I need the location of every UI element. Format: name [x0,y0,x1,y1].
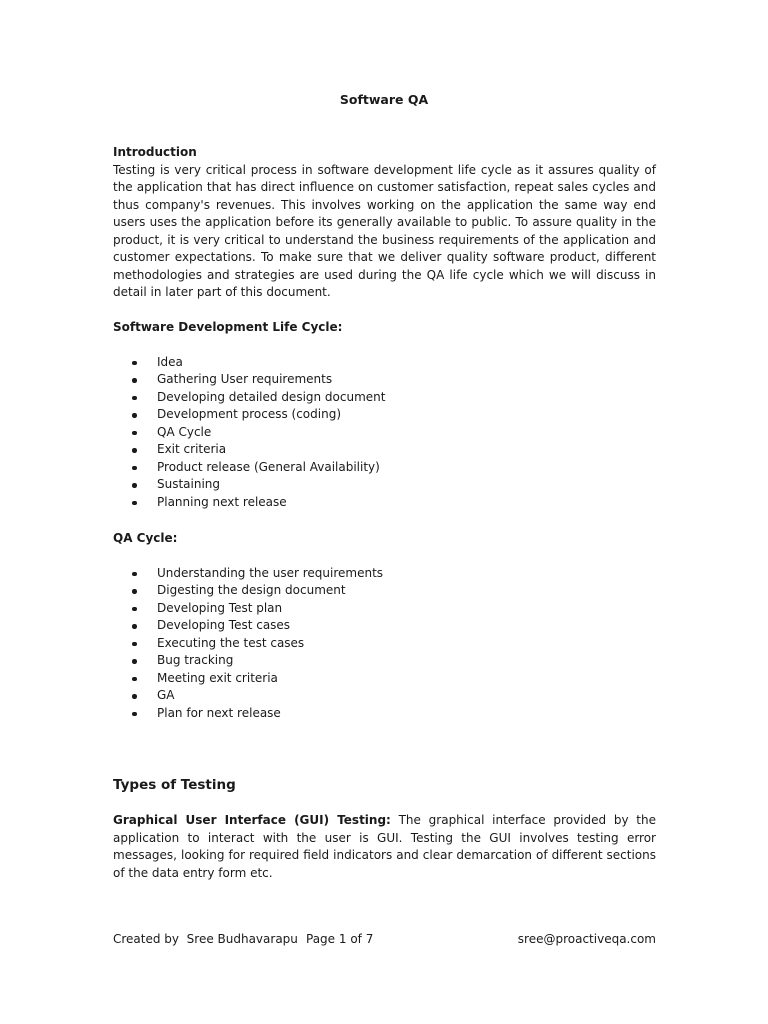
bullet-icon [132,642,137,647]
bullet-icon [132,466,137,471]
list-item: QA Cycle [113,424,656,442]
list-item: Meeting exit criteria [113,670,656,688]
list-item: Exit criteria [113,441,656,459]
qa-cycle-list [113,565,656,723]
bullet-icon [132,607,137,612]
list-item: Plan for next release [113,705,656,723]
document-title: Software QA [339,92,429,107]
sdlc-heading: Software Development Life Cycle: [113,320,343,334]
list-item: Product release (General Availability) [113,459,656,477]
gui-testing-paragraph [113,812,656,882]
bullet-icon [132,589,137,594]
qa-cycle-section [113,530,656,722]
bullet-icon [132,694,137,699]
bullet-icon [132,361,137,366]
gui-testing-text: The graphical interface provided by the application to interact with the user is GUI. Testing the GUI involves testing error messages, looking for required field indicators and clear demarcation of different sections of the data entry form etc. [113,813,656,880]
introduction-section [113,144,656,302]
gui-testing-label: Graphical User Interface (GUI) Testing: [113,813,391,827]
list-item: Bug tracking [113,652,656,670]
list-item: Developing Test plan [113,600,656,618]
list-item: Sustaining [113,476,656,494]
sdlc-section [113,319,656,511]
bullet-icon [132,396,137,401]
footer-author: Created by Sree Budhavarapu [113,932,298,946]
bullet-icon [132,413,137,418]
introduction-paragraph: Testing is very critical process in software development life cycle as it assures quality of the application that has direct influence on customer satisfaction, repeat sales cycles and thus company's revenues. This involves working on the application the same way end users uses the application before its generally available to public. To assure quality in the product, it is very critical to understand the business requirements of the application and customer expectations. To make sure that we deliver quality software product, different methodologies and strategies are used during the QA life cycle which we will discuss in detail in later part of this document. [113,162,656,299]
page-footer [113,932,656,950]
bullet-icon [132,572,137,577]
types-of-testing-heading: Types of Testing [113,777,236,793]
gui-testing-section [113,812,656,882]
list-item: Idea [113,354,656,372]
footer-email: sree@proactiveqa.com [517,932,656,946]
list-item: Planning next release [113,494,656,512]
list-item: Developing Test cases [113,617,656,635]
list-item: Executing the test cases [113,635,656,653]
bullet-icon [132,378,137,383]
introduction-heading: Introduction [113,145,197,159]
list-item: Gathering User requirements [113,371,656,389]
bullet-icon [132,712,137,717]
sdlc-list [113,354,656,512]
bullet-icon [132,483,137,488]
list-item: GA [113,687,656,705]
bullet-icon [132,448,137,453]
list-item: Digesting the design document [113,582,656,600]
list-item: Development process (coding) [113,406,656,424]
bullet-icon [132,624,137,629]
bullet-icon [132,659,137,664]
bullet-icon [132,431,137,436]
bullet-icon [132,677,137,682]
bullet-icon [132,501,137,506]
qa-cycle-heading: QA Cycle: [113,531,178,545]
list-item: Understanding the user requirements [113,565,656,583]
list-item: Developing detailed design document [113,389,656,407]
footer-page-number: Page 1 of 7 [306,932,374,946]
